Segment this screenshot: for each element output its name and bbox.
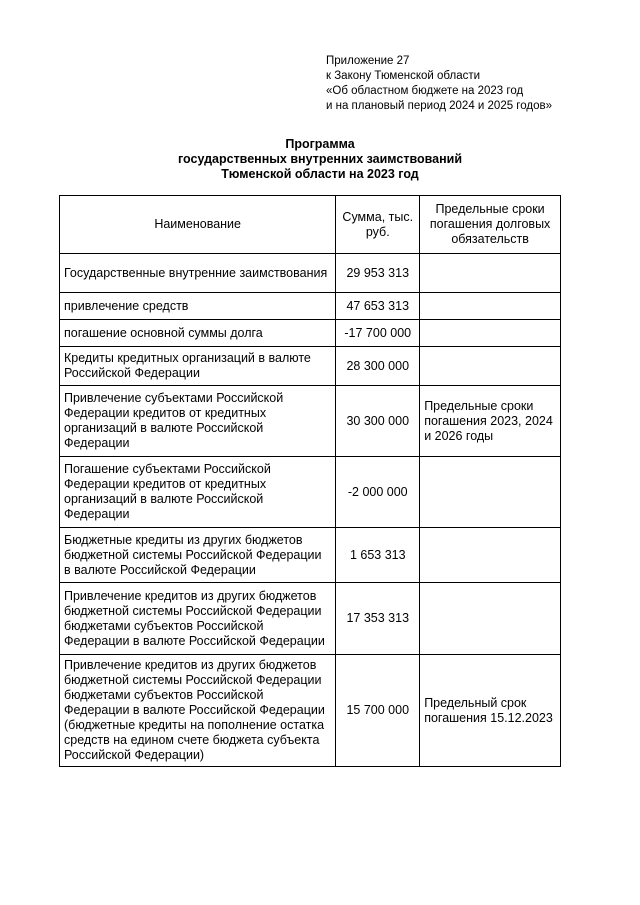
row-amount: 47 653 313: [336, 293, 420, 320]
row-name: погашение основной суммы долга: [60, 320, 336, 347]
appendix-note: [326, 54, 552, 114]
header-terms: Предельные сроки погашения долговых обязательств: [420, 196, 561, 254]
row-terms: Предельный срок погашения 15.12.2023: [420, 655, 561, 767]
row-name: Привлечение кредитов из других бюджетов бюджетной системы Российской Федерации бюджетами субъектов Российской Федерации в валюте Российской Федерации (бюджетные кредиты на пополнение остатка средств на едином счете бюджета субъекта Российской Федерации): [60, 655, 336, 767]
row-terms: [420, 347, 561, 386]
row-amount: 30 300 000: [336, 386, 420, 457]
document-title: [0, 137, 640, 182]
row-name: Кредиты кредитных организаций в валюте Российской Федерации: [60, 347, 336, 386]
row-terms: Предельные сроки погашения 2023, 2024 и 2026 годы: [420, 386, 561, 457]
row-name: Привлечение субъектами Российской Федерации кредитов от кредитных организаций в валюте Российской Федерации: [60, 386, 336, 457]
row-terms: [420, 293, 561, 320]
table-row: [60, 655, 561, 767]
row-amount: 28 300 000: [336, 347, 420, 386]
row-amount: -2 000 000: [336, 457, 420, 528]
table-row: [60, 457, 561, 528]
row-terms: [420, 457, 561, 528]
table-row: [60, 254, 561, 293]
borrowing-program-table: [59, 195, 561, 767]
row-amount: -17 700 000: [336, 320, 420, 347]
table-row: [60, 320, 561, 347]
title-line: Тюменской области на 2023 год: [221, 167, 419, 181]
appendix-line: и на плановый период 2024 и 2025 годов»: [326, 100, 552, 112]
table-row: [60, 386, 561, 457]
title-line: государственных внутренних заимствований: [177, 152, 462, 166]
row-terms: [420, 528, 561, 583]
row-terms: [420, 254, 561, 293]
row-name: Бюджетные кредиты из других бюджетов бюджетной системы Российской Федерации в валюте Российской Федерации: [60, 528, 336, 583]
row-terms: [420, 320, 561, 347]
row-name: Привлечение кредитов из других бюджетов бюджетной системы Российской Федерации бюджетами субъектов Российской Федерации в валюте Российской Федерации: [60, 583, 336, 655]
row-name: Погашение субъектами Российской Федерации кредитов от кредитных организаций в валюте Российской Федерации: [60, 457, 336, 528]
appendix-line: Приложение 27: [326, 55, 410, 67]
row-amount: 29 953 313: [336, 254, 420, 293]
table-row: [60, 583, 561, 655]
appendix-line: «Об областном бюджете на 2023 год: [326, 85, 524, 97]
header-amount: Сумма, тыс. руб.: [336, 196, 420, 254]
header-name: Наименование: [60, 196, 336, 254]
row-amount: 1 653 313: [336, 528, 420, 583]
row-name: Государственные внутренние заимствования: [60, 254, 336, 293]
table-row: [60, 347, 561, 386]
appendix-line: к Закону Тюменской области: [326, 70, 481, 82]
row-amount: 17 353 313: [336, 583, 420, 655]
title-line: Программа: [285, 137, 355, 151]
row-amount: 15 700 000: [336, 655, 420, 767]
table-header-row: [60, 196, 561, 254]
table-row: [60, 293, 561, 320]
table-row: [60, 528, 561, 583]
row-terms: [420, 583, 561, 655]
row-name: привлечение средств: [60, 293, 336, 320]
